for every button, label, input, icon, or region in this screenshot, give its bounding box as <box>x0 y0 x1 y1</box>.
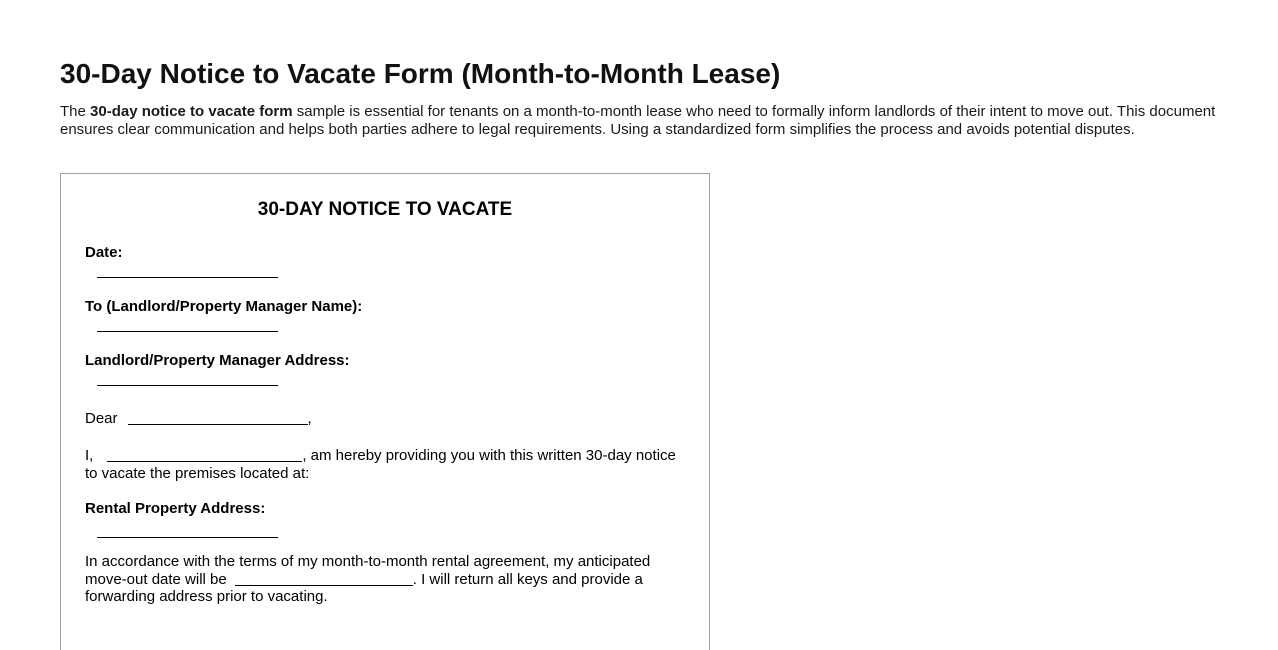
page-title: 30-Day Notice to Vacate Form (Month-to-Month Lease) <box>60 58 781 89</box>
intro-rest: sample is essential for tenants on a month-to-month lease who need to formally inform landlords of their intent to move out. This document ensures clear communication and helps both parties adhere to legal requirements. Using a standardized form simplifies the process and avoids potential disputes. <box>60 103 1216 139</box>
statement-post-text: , am hereby providing you with this written 30-day notice to vacate the premises located at: <box>85 447 676 482</box>
form-heading: 30-DAY NOTICE TO VACATE <box>257 198 513 220</box>
date-blank-line <box>97 261 278 278</box>
intro-paragraph <box>60 103 1218 140</box>
landlord-address-label: Landlord/Property Manager Address: <box>85 351 350 369</box>
landlord-name-blank-line <box>97 315 278 332</box>
tenant-name-blank-line <box>107 448 302 462</box>
salutation-comma: , <box>307 409 312 427</box>
landlord-name-field <box>85 298 685 332</box>
date-label: Date: <box>85 243 123 261</box>
page <box>0 58 1278 650</box>
moveout-pre-text: In accordance with the terms of my month-to-month rental agreement, my anticipated move-out date will be <box>85 553 651 588</box>
rental-address-label: Rental Property Address: <box>85 500 266 518</box>
moveout-post-text: . I will return all keys and provide a forwarding address prior to vacating. <box>85 570 643 606</box>
moveout-paragraph <box>85 553 685 606</box>
landlord-address-blank-line <box>97 369 278 386</box>
rental-address-field <box>85 500 685 538</box>
landlord-name-label: To (Landlord/Property Manager Name): <box>85 297 363 315</box>
intro-lead: The <box>60 103 91 120</box>
rental-address-blank-line <box>97 521 278 538</box>
landlord-address-field <box>85 352 685 386</box>
statement-pre-text: I, <box>85 447 94 465</box>
intro-bold-term: 30-day notice to vacate form <box>90 103 293 120</box>
date-field <box>85 244 685 278</box>
notice-statement <box>85 447 685 482</box>
salutation-line <box>85 410 685 428</box>
notice-form-card <box>60 173 710 650</box>
salutation-text: Dear <box>85 409 118 427</box>
moveout-date-blank-line <box>235 572 413 586</box>
salutation-blank-line <box>128 411 308 425</box>
